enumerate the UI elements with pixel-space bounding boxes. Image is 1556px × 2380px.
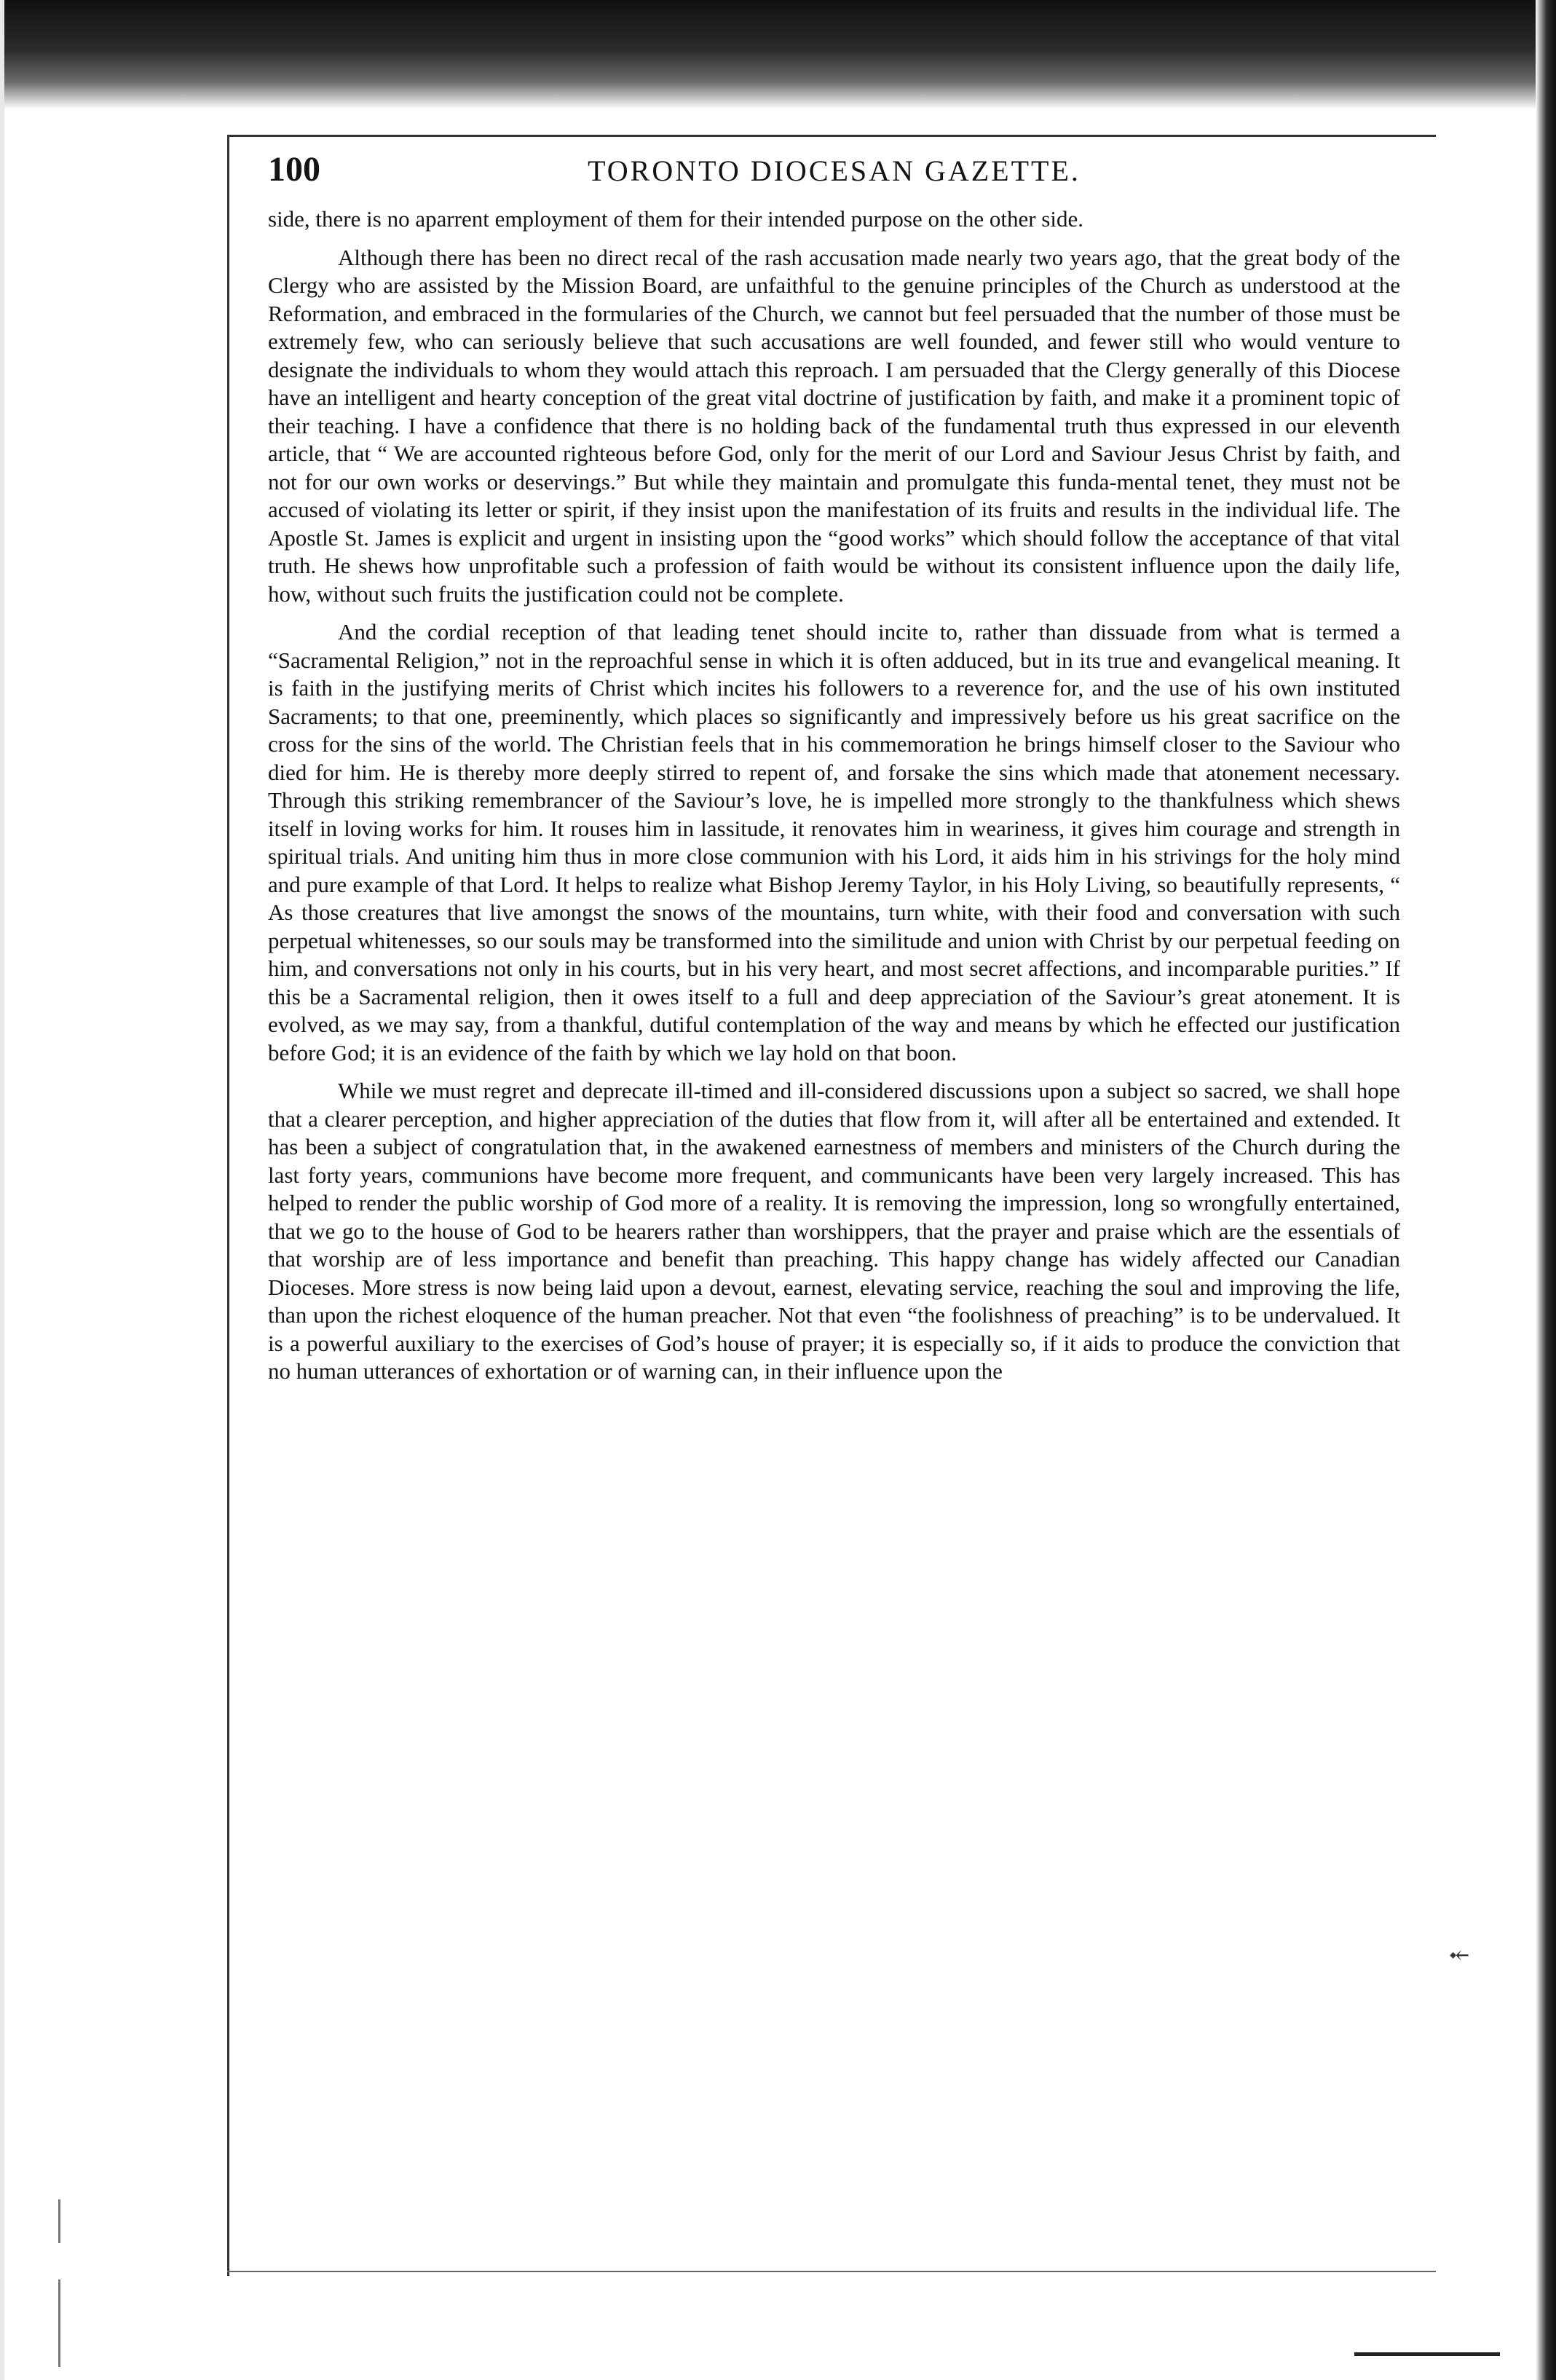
page-number: 100	[268, 150, 320, 189]
margin-mark	[58, 2199, 60, 2243]
scan-top-edge	[0, 0, 1556, 109]
document-page	[268, 149, 1400, 1386]
bottom-rule	[1354, 2352, 1500, 2356]
scan-left-edge	[0, 0, 4, 2380]
paragraph: side, there is no aparrent employment of them for their intended purpose on the other side.	[268, 206, 1083, 232]
margin-arrow-icon: ⤝	[1449, 1942, 1470, 1969]
margin-mark	[58, 2279, 60, 2367]
page-frame-top	[227, 135, 1436, 137]
scan-right-edge	[1536, 0, 1556, 2380]
page-header	[268, 149, 1400, 189]
running-title: TORONTO DIOCESAN GAZETTE.	[588, 154, 1081, 187]
paragraph: While we must regret and deprecate ill-timed and ill-considered discussions upon a subject so sacred, we shall hope that a clearer perception, and higher appreciation of the duties that flow from it, will after all be entertained and extended. It has been a subject of congratulation that, in the awakened earnestness of members and ministers of the Church during the last forty years, communions have become more frequent, and communicants have been very largely increased. This has helped to render the public worship of God more of a reality. It is removing the impression, long so wrongfully entertained, that we go to the house of God to be hearers rather than worshippers, that the prayer and praise which are the essentials of that worship are of less importance and benefit than preaching. This happy change has widely affected our Canadian Dioceses. More stress is now being laid upon a devout, earnest, elevating service, reaching the soul and improving the life, than upon the richest eloquence of the human preacher. Not that even “the foolishness of preaching” is to be undervalued. It is a powerful auxiliary to the exercises of God’s house of prayer; it is especially so, if it aids to produce the conviction that no human utterances of exhortation or of warning can, in their influence upon the	[268, 1078, 1400, 1384]
page-frame-left	[227, 135, 229, 2276]
paragraph: Although there has been no direct recal of the rash accusation made nearly two years ago, that the great body of the Clergy who are assisted by the Mission Board, are unfaithful to the genuine principles of the Church as understood at the Reformation, and embraced in the formularies of the Church, we cannot but feel persuaded that the number of those must be extremely few, who can seriously believe that such accusations are well founded, and fewer still who would venture to designate the individuals to whom they would attach this reproach. I am persuaded that the Clergy generally of this Diocese have an intelligent and hearty conception of the great vital doctrine of justification by faith, and make it a prominent topic of their teaching. I have a confidence that there is no holding back of the fundamental truth thus expressed in our eleventh article, that “ We are accounted righteous before God, only for the merit of our Lord and Saviour Jesus Christ by faith, and not for our own works or deservings.” But while they maintain and promulgate this funda-mental tenet, they must not be accused of violating its letter or spirit, if they insist upon the manifestation of its fruits and results in the individual life. The Apostle St. James is explicit and urgent in insisting upon the “good works” which should follow the acceptance of that vital truth. He shews how unprofitable such a profession of faith would be without its consistent influence upon the daily life, how, without such fruits the justification could not be complete.	[268, 244, 1400, 607]
page-frame-bottom	[227, 2271, 1436, 2272]
paragraph: And the cordial reception of that leading tenet should incite to, rather than dissuade from what is termed a “Sacramental Religion,” not in the reproachful sense in which it is often adduced, but in its true and evangelical meaning. It is faith in the justifying merits of Christ which incites his followers to a reverence for, and the use of his own instituted Sacraments; to that one, preeminently, which places so significantly and impressively before us his great sacrifice on the cross for the sins of the world. The Christian feels that in his commemoration he brings himself closer to the Saviour who died for him. He is thereby more deeply stirred to repent of, and forsake the sins which made that atonement necessary. Through this striking remembrancer of the Saviour’s love, he is impelled more strongly to the thankfulness which shews itself in loving works for him. It rouses him in lassitude, it renovates him in weariness, it gives him courage and strength in spiritual trials. And uniting him thus in more close communion with his Lord, it aids him in his strivings for the holy mind and pure example of that Lord. It helps to realize what Bishop Jeremy Taylor, in his Holy Living, so beautifully represents, “ As those creatures that live amongst the snows of the mountains, turn white, with their food and conversation with such perpetual whitenesses, so our souls may be transformed into the similitude and union with Christ by our perpetual feeding on him, and conversations not only in his courts, but in his very heart, and most secret affections, and incomparable purities.” If this be a Sacramental religion, then it owes itself to a full and deep appreciation of the Saviour’s great atonement. It is evolved, as we may say, from a thankful, dutiful contemplation of the way and means by which he effected our justification before God; it is an evidence of the faith by which we lay hold on that boon.	[268, 619, 1400, 1065]
